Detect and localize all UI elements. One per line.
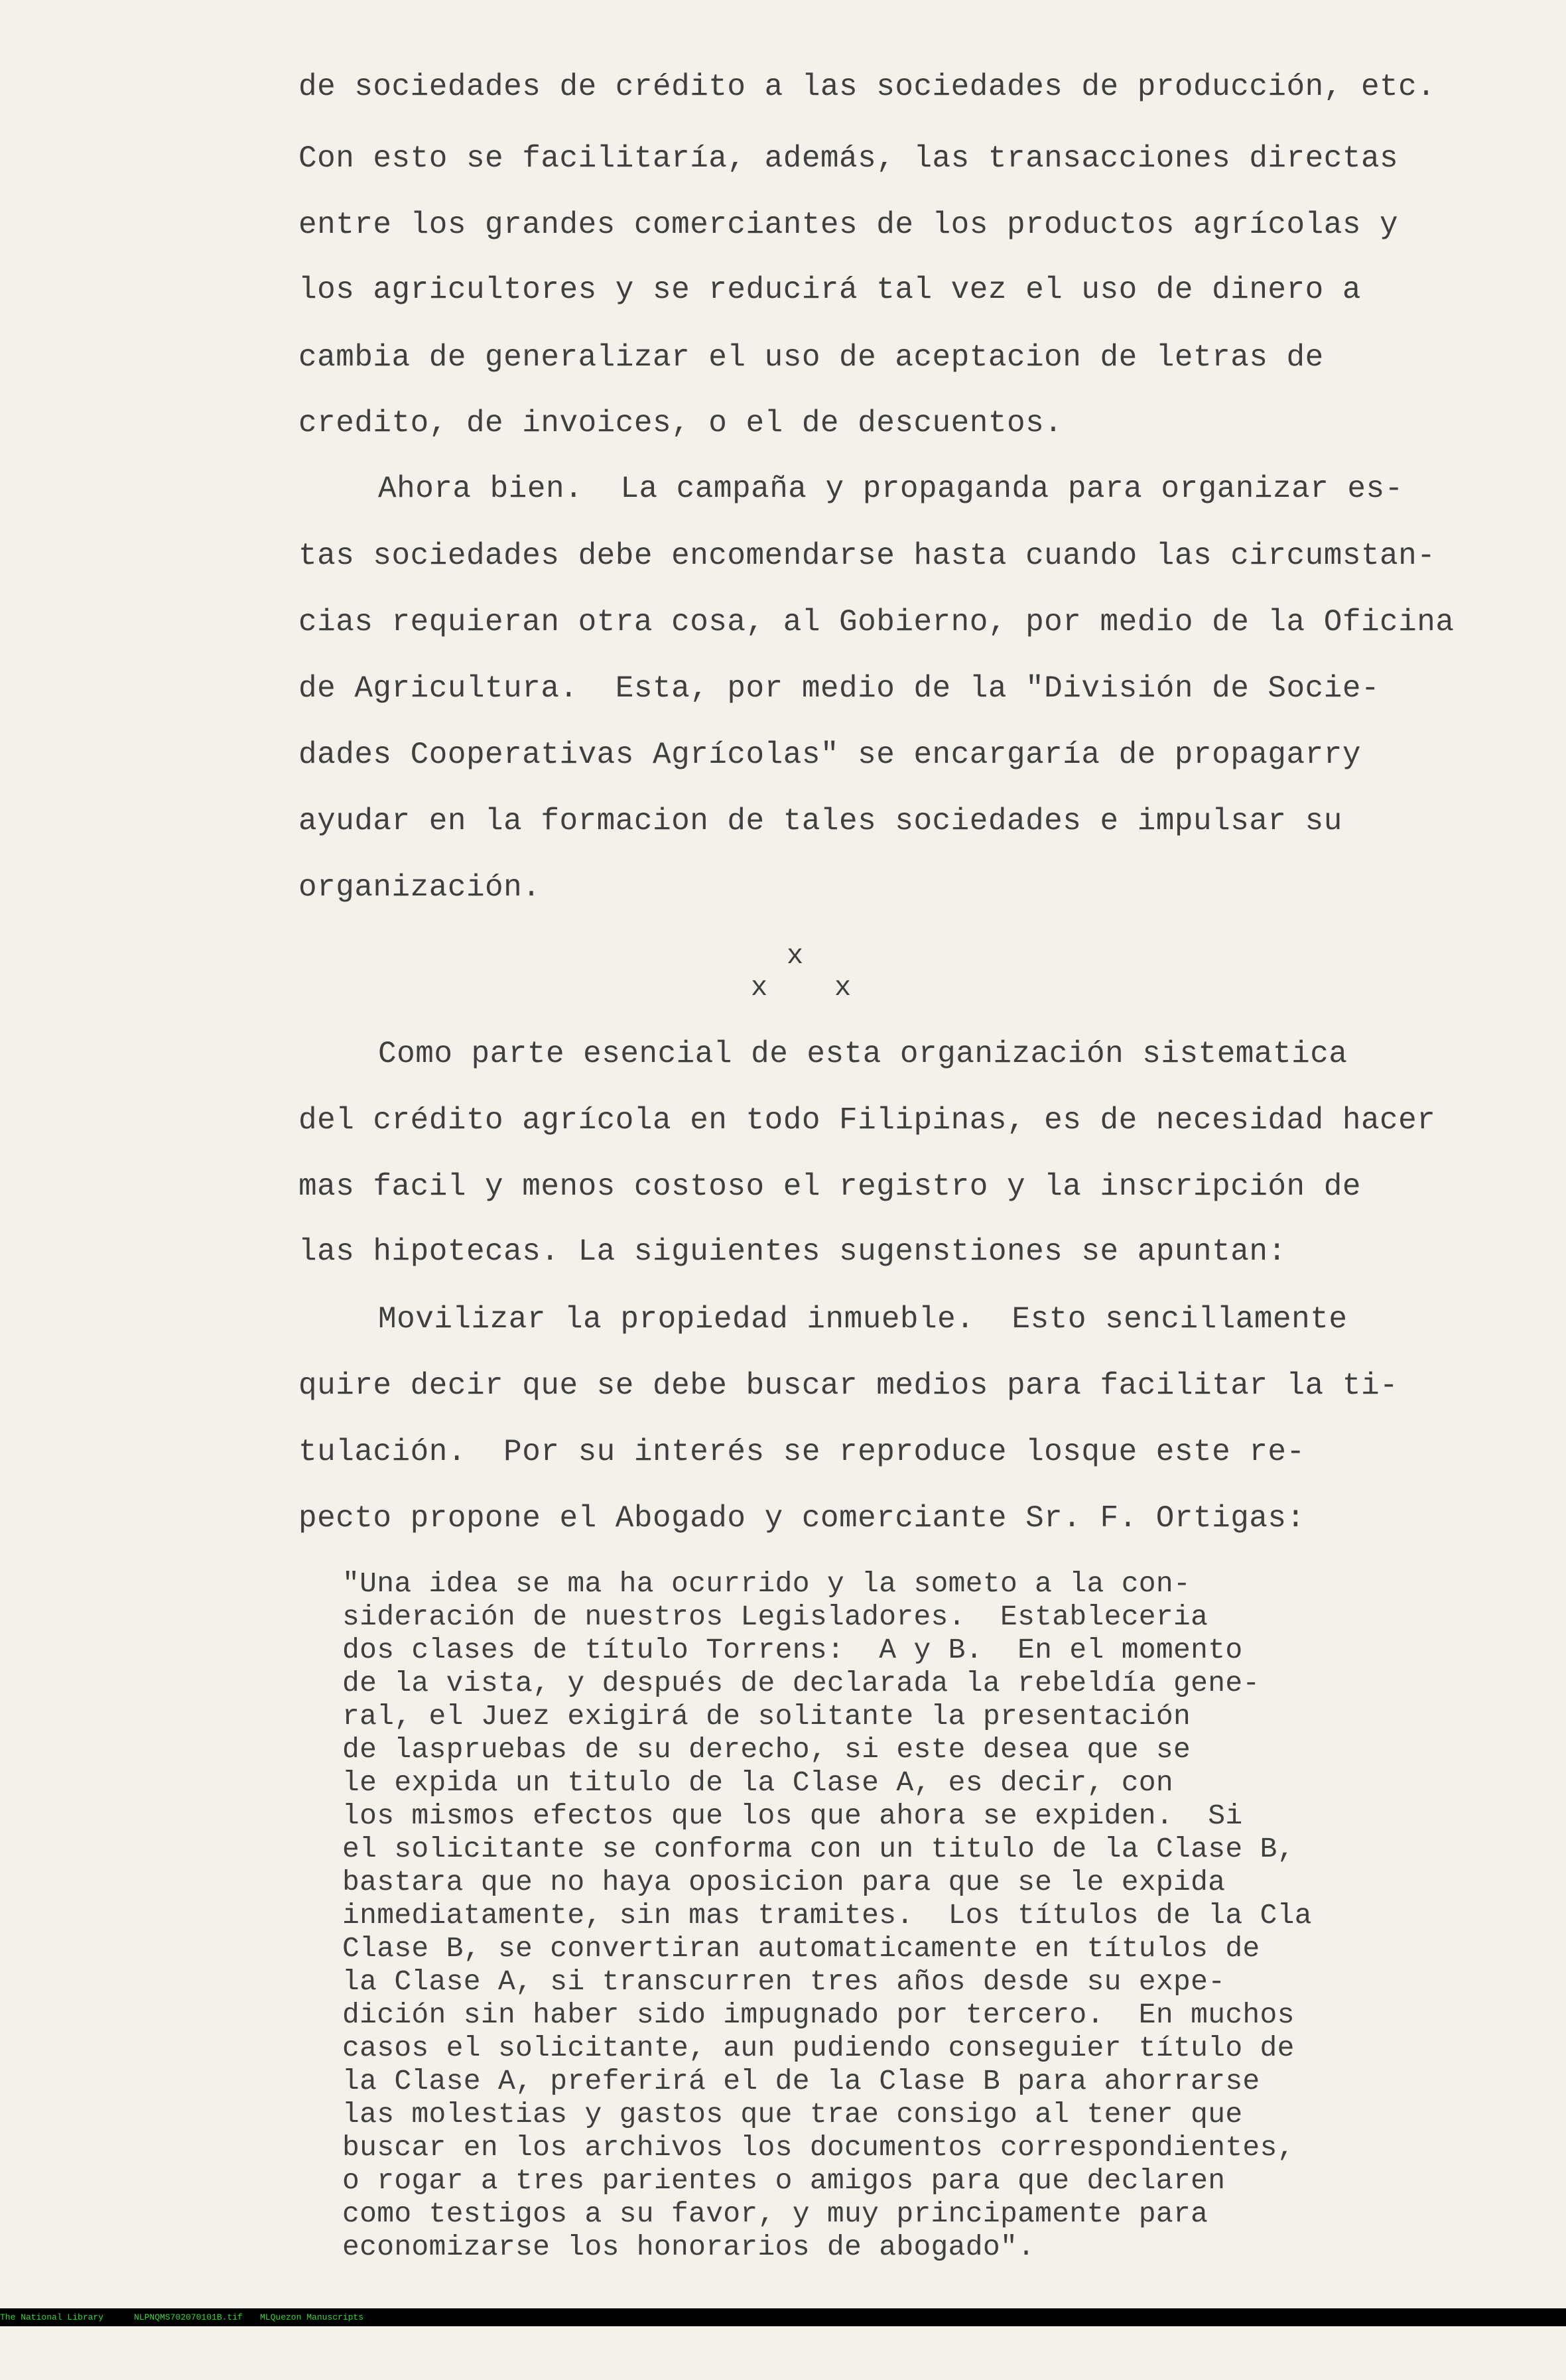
quote-line-14: dición sin haber sido impugnado por tercero. En muchos bbox=[342, 1999, 1295, 2031]
paragraph-3-line-4: las hipotecas. La siguientes sugenstiones se apuntan: bbox=[298, 1234, 1287, 1269]
paragraph-4-line-4: pecto propone el Abogado y comerciante Sr. F. Ortigas: bbox=[298, 1501, 1305, 1536]
paragraph-2-line-1: Ahora bien. La campaña y propaganda para organizar es- bbox=[378, 472, 1403, 506]
paragraph-2-line-4: de Agricultura. Esta, por medio de la "División de Socie- bbox=[298, 671, 1380, 706]
footer-file: NLPNQMS702070101B.tif bbox=[134, 2312, 243, 2322]
quote-line-20: como testigos a su favor, y muy principamente para bbox=[342, 2198, 1208, 2230]
quote-line-7: le expida un titulo de la Clase A, es decir, con bbox=[342, 1766, 1174, 1799]
quote-line-19: o rogar a tres parientes o amigos para que declaren bbox=[342, 2164, 1226, 2197]
quote-line-21: economizarse los honorarios de abogado". bbox=[342, 2231, 1035, 2263]
section-divider-top: x bbox=[787, 940, 804, 972]
quote-line-2: sideración de nuestros Legisladores. Estableceria bbox=[342, 1601, 1208, 1633]
paragraph-4-line-1: Movilizar la propiedad inmueble. Esto sencillamente bbox=[378, 1302, 1348, 1337]
paragraph-1-line-6: credito, de invoices, o el de descuentos. bbox=[298, 406, 1063, 440]
quote-line-5: ral, el Juez exigirá de solitante la presentación bbox=[342, 1700, 1191, 1733]
quote-line-1: "Una idea se ma ha ocurrido y la someto a la con- bbox=[342, 1567, 1191, 1600]
paragraph-1-line-3: entre los grandes comerciantes de los productos agrícolas y bbox=[298, 208, 1399, 242]
footer-collection: MLQuezon Manuscripts bbox=[260, 2312, 364, 2322]
quote-line-18: buscar en los archivos los documentos correspondientes, bbox=[342, 2131, 1295, 2164]
quote-line-4: de la vista, y después de declarada la rebeldía gene- bbox=[342, 1667, 1260, 1699]
paragraph-2-line-2: tas sociedades debe encomendarse hasta cuando las circumstan- bbox=[298, 539, 1436, 573]
quote-line-3: dos clases de título Torrens: A y B. En el momento bbox=[342, 1634, 1243, 1666]
paragraph-4-line-3: tulación. Por su interés se reproduce losque este re- bbox=[298, 1435, 1305, 1469]
paragraph-1-line-2: Con esto se facilitaría, además, las transacciones directas bbox=[298, 141, 1399, 176]
paragraph-2-line-5: dades Cooperativas Agrícolas" se encargaría de propagarry bbox=[298, 738, 1361, 772]
quote-line-16: la Clase A, preferirá el de la Clase B para ahorrarse bbox=[342, 2065, 1260, 2097]
paragraph-1-line-4: los agricultores y se reducirá tal vez el uso de dinero a bbox=[298, 273, 1361, 307]
paragraph-3-line-1: Como parte esencial de esta organización sistematica bbox=[378, 1037, 1348, 1071]
quote-line-17: las molestias y gastos que trae consigo al tener que bbox=[342, 2098, 1243, 2131]
quote-line-8: los mismos efectos que los que ahora se expiden. Si bbox=[342, 1800, 1243, 1832]
paragraph-2-line-3: cias requieran otra cosa, al Gobierno, por medio de la Oficina bbox=[298, 605, 1455, 639]
quote-line-15: casos el solicitante, aun pudiendo conseguier título de bbox=[342, 2032, 1295, 2064]
paragraph-3-line-3: mas facil y menos costoso el registro y la inscripción de bbox=[298, 1169, 1361, 1204]
paragraph-2-line-6: ayudar en la formacion de tales sociedades e impulsar su bbox=[298, 804, 1342, 838]
scan-footer-bar bbox=[0, 2308, 1566, 2326]
quote-line-13: la Clase A, si transcurren tres años desde su expe- bbox=[342, 1965, 1226, 1998]
paragraph-1-line-5: cambia de generalizar el uso de aceptacion de letras de bbox=[298, 340, 1324, 375]
paragraph-2-line-7: organización. bbox=[298, 870, 541, 905]
quote-line-12: Clase B, se convertiran automaticamente en títulos de bbox=[342, 1932, 1260, 1965]
paragraph-3-line-2: del crédito agrícola en todo Filipinas, es de necesidad hacer bbox=[298, 1103, 1436, 1138]
paragraph-4-line-2: quire decir que se debe buscar medios para facilitar la ti- bbox=[298, 1368, 1399, 1403]
quote-line-6: de laspruebas de su derecho, si este desea que se bbox=[342, 1733, 1191, 1766]
quote-line-10: bastara que no haya oposicion para que se le expida bbox=[342, 1866, 1226, 1898]
paragraph-1-line-1: de sociedades de crédito a las sociedades de producción, etc. bbox=[298, 70, 1436, 104]
section-divider-bottom: x x bbox=[751, 972, 852, 1004]
quote-line-9: el solicitante se conforma con un titulo de la Clase B, bbox=[342, 1833, 1295, 1865]
quote-line-11: inmediatamente, sin mas tramites. Los títulos de la Cla bbox=[342, 1899, 1312, 1932]
footer-library: The National Library bbox=[0, 2312, 104, 2322]
